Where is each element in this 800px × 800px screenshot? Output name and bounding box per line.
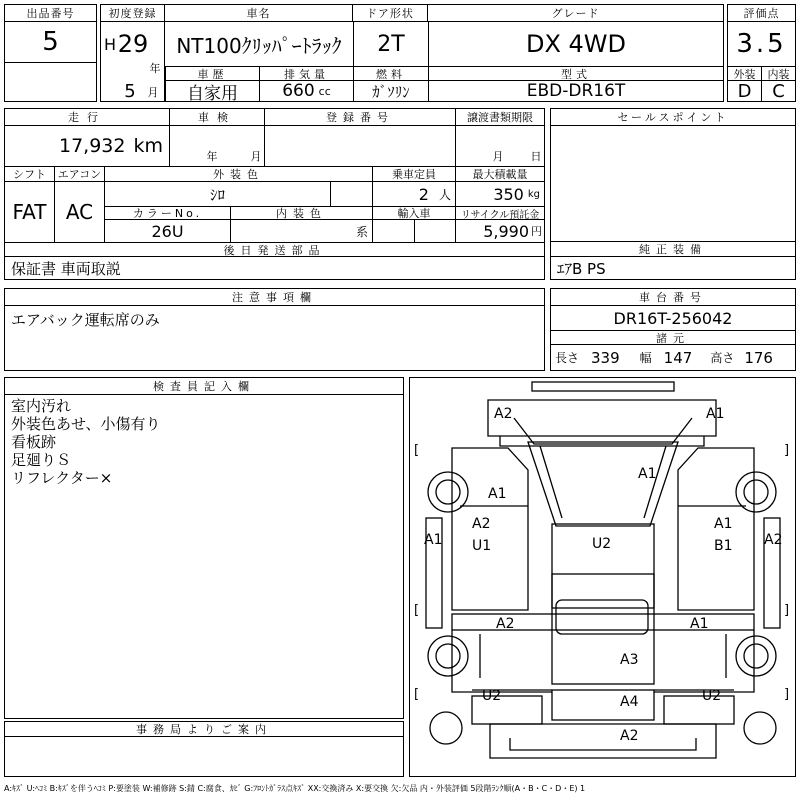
exterior-value: D <box>728 81 762 101</box>
height-value: 176 <box>744 348 773 367</box>
ext-color-label: 外装色 <box>105 166 373 182</box>
front-right-hub-shape <box>744 480 768 504</box>
genuine-equipment-value: ｴｱB PS <box>557 259 606 278</box>
lot-number-blank <box>5 62 96 101</box>
inspection-year-unit: 年 <box>206 150 218 163</box>
inspection-label: 車検 <box>170 109 265 126</box>
recycle-unit: 円 <box>531 225 542 238</box>
import-label: 輸入車 <box>373 206 456 220</box>
damage-mark: A1 <box>488 486 507 502</box>
rear-right-hub-shape <box>744 644 768 668</box>
damage-mark: A2 <box>494 406 513 422</box>
door-type-value: 2T <box>353 22 428 66</box>
import-value-b <box>415 220 456 242</box>
rear-left-wheel-shape <box>428 636 468 676</box>
displacement-box <box>259 81 353 101</box>
score-value: 3.5 <box>736 29 787 59</box>
dims-row <box>555 345 793 370</box>
caution-value: エアバック運転席のみ <box>11 310 160 329</box>
header-score-box <box>727 4 796 102</box>
bracket-mark: ] <box>784 687 790 702</box>
office-label: 事務局よりご案内 <box>5 722 403 737</box>
inspector-line: 室内汚れ <box>11 397 72 415</box>
damage-mark: U2 <box>702 688 722 704</box>
displacement-label: 排気量 <box>259 66 353 81</box>
front-left-wheel-shape <box>428 472 468 512</box>
interior-value: C <box>772 80 785 102</box>
bracket-mark: ] <box>784 603 790 618</box>
grade-value: DX 4WD <box>428 22 723 66</box>
displacement-value: 660 <box>282 81 315 101</box>
transfer-month-unit: 月 <box>492 150 504 163</box>
transfer-day-unit: 日 <box>530 150 542 163</box>
reg-number-label: 登録番号 <box>265 109 456 126</box>
car-name-label: 車名 <box>165 5 353 22</box>
inspector-box <box>4 377 404 719</box>
caution-label: 注意事項欄 <box>5 289 544 306</box>
capacity-box <box>373 182 456 206</box>
max-load-box <box>456 182 544 206</box>
history-value: 自家用 <box>165 81 259 101</box>
front-right-wheel-shape <box>736 472 776 512</box>
office-box <box>4 721 404 777</box>
damage-mark: A1 <box>714 516 733 532</box>
pillar-right-shape <box>644 446 666 518</box>
rear-right-wheel-shape <box>736 636 776 676</box>
shift-label: シフト <box>5 166 55 182</box>
damage-mark: B1 <box>714 538 733 554</box>
year-unit: 年 <box>149 62 161 75</box>
damage-mark: A3 <box>620 652 639 668</box>
cargo-center-shape <box>552 574 654 684</box>
rear-right-panel-shape <box>664 696 734 724</box>
capacity-label: 乗車定員 <box>373 166 456 182</box>
damage-mark: U1 <box>472 538 492 554</box>
car-diagram-box <box>409 377 796 777</box>
height-label: 高さ <box>710 351 735 365</box>
max-load-value: 350 <box>493 184 524 204</box>
specs-box <box>4 108 545 280</box>
lot-number-value: 5 <box>42 27 59 57</box>
bracket-mark: [ <box>414 443 420 458</box>
capacity-value: 2 <box>418 184 429 204</box>
shift-value: FAT <box>5 182 55 242</box>
width-label: 幅 <box>639 351 652 365</box>
int-color-unit: 系 <box>355 224 368 239</box>
inspector-line: 外装色あせ、小傷有り <box>11 415 161 433</box>
damage-mark: A1 <box>706 406 725 422</box>
front-top-bar-shape <box>532 382 674 391</box>
hood-line-shape <box>514 418 692 444</box>
damage-mark: A4 <box>620 694 639 710</box>
door-type-label: ドア形状 <box>353 5 428 22</box>
fuel-label: 燃料 <box>353 66 428 81</box>
ac-label: エアコン <box>55 166 105 182</box>
import-value-a <box>373 220 415 242</box>
caution-box <box>4 288 545 371</box>
genuine-equipment-box <box>550 241 796 280</box>
genuine-equipment-label: 純正装備 <box>551 242 795 257</box>
sales-point-box <box>550 108 796 242</box>
rear-left-light-shape <box>430 712 462 744</box>
cargo-right-side-shape <box>654 630 754 692</box>
rear-right-light-shape <box>744 712 776 744</box>
length-label: 長さ <box>555 351 580 365</box>
windshield-shape <box>528 442 678 526</box>
grade-label: グレード <box>428 5 723 22</box>
damage-mark: A2 <box>496 616 515 632</box>
fuel-value: ｶﾞｿﾘﾝ <box>353 81 428 101</box>
damage-mark: A1 <box>690 616 709 632</box>
sales-point-label: セールスポイント <box>551 109 795 126</box>
color-no-value: 26U <box>105 220 231 242</box>
damage-mark: A2 <box>620 728 639 744</box>
model-label: 型式 <box>428 66 723 81</box>
history-label: 車歴 <box>165 66 259 81</box>
inspector-line: 看板跡 <box>11 433 57 451</box>
damage-mark: U2 <box>592 536 612 552</box>
int-color-value <box>231 220 373 242</box>
lot-number-label: 出品番号 <box>5 5 96 22</box>
interior-label: 内装 <box>762 66 795 81</box>
ext-color-blank <box>331 182 373 206</box>
model-value: EBD-DR16T <box>428 81 723 101</box>
capacity-unit: 人 <box>438 187 451 202</box>
later-parts-label: 後日発送部品 <box>5 242 544 257</box>
displacement-unit: cc <box>318 84 331 98</box>
first-registration-label: 初度登録 <box>101 5 165 22</box>
pillar-left-shape <box>540 446 562 518</box>
color-no-label: カラーNo. <box>105 206 231 220</box>
later-parts-value: 保証書 車両取説 <box>11 259 121 278</box>
chassis-value: DR16T-256042 <box>613 308 733 328</box>
mileage-value: 17,932 <box>59 135 126 157</box>
rear-bumper-shape <box>490 724 716 758</box>
bracket-mark: [ <box>414 687 420 702</box>
year-value: 29 <box>117 30 149 58</box>
dims-label: 諸元 <box>551 330 795 345</box>
length-value: 339 <box>591 348 620 367</box>
damage-mark: U2 <box>482 688 502 704</box>
month-unit: 月 <box>147 86 159 99</box>
ext-color-value: ｼﾛ <box>105 182 331 206</box>
car-diagram <box>410 378 795 776</box>
transfer-deadline-label: 譲渡書類期限 <box>456 109 544 126</box>
max-load-label: 最大積載量 <box>456 166 544 182</box>
tailgate-shape <box>552 690 654 720</box>
footer-legend: A:ｷｽﾞ U:ﾍｺﾐ B:ｷｽﾞを伴うﾍｺﾐ P:要塗装 W:補修跡 S:錆 C:腐食、ｶﾋﾞ G:ﾌﾛﾝﾄｶﾞﾗｽ点ｷｽﾞ XX:交換済み X:要交換 欠:欠品 内・外装評価 5段階ﾗﾝｸ順(A・B・C・D・E) 1 <box>4 783 586 793</box>
score-label: 評価点 <box>728 5 795 22</box>
header-lot-box <box>4 4 97 102</box>
mileage-label: 走行 <box>5 109 170 126</box>
damage-mark: A1 <box>424 532 443 548</box>
rear-left-hub-shape <box>436 644 460 668</box>
inspector-notes <box>11 397 401 487</box>
header-main-box <box>100 4 724 102</box>
bracket-mark: [ <box>414 603 420 618</box>
era-value: H <box>103 34 117 54</box>
max-load-unit: kg <box>527 188 540 200</box>
rear-bumper-inner-shape <box>510 738 696 750</box>
chassis-box <box>550 288 796 371</box>
recycle-box <box>456 220 544 242</box>
bracket-mark: ] <box>784 443 790 458</box>
chassis-label: 車台番号 <box>551 289 795 306</box>
cargo-floor-shape <box>556 600 648 634</box>
inspector-label: 検査員記入欄 <box>5 378 403 395</box>
recycle-value: 5,990 <box>483 221 529 241</box>
width-value: 147 <box>663 348 693 367</box>
inspector-line: 足廻りＳ <box>11 451 72 469</box>
damage-mark: A2 <box>764 532 783 548</box>
month-value: 5 <box>124 80 136 102</box>
inspector-line: リフレクター× <box>11 469 113 487</box>
damage-mark: A1 <box>638 466 657 482</box>
recycle-label: リサイクル預託金 <box>456 206 544 220</box>
mileage-box <box>5 126 170 166</box>
ac-value: AC <box>55 182 105 242</box>
exterior-label: 外装 <box>728 66 762 81</box>
damage-mark: A2 <box>472 516 491 532</box>
front-left-hub-shape <box>436 480 460 504</box>
inspection-month-unit: 月 <box>250 150 262 163</box>
mileage-unit: km <box>133 135 163 157</box>
reg-number-value <box>265 126 456 166</box>
int-color-label: 内装色 <box>231 206 373 220</box>
car-name-value: NT100ｸﾘｯﾊﾟｰﾄﾗｯｸ <box>176 33 342 58</box>
